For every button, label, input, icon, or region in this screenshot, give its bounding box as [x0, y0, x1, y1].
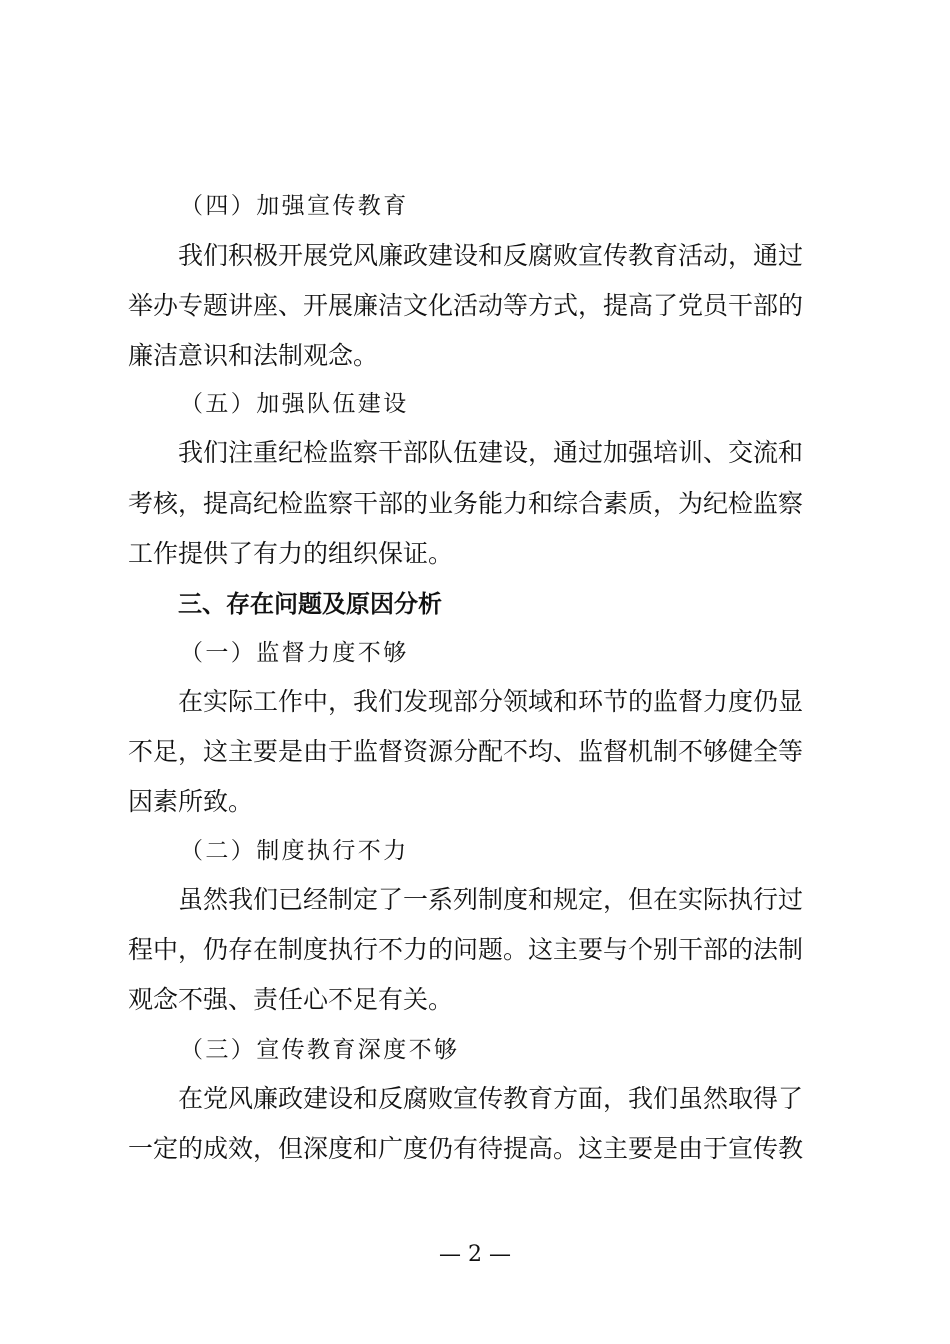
paragraph-line: 举办专题讲座、开展廉洁文化活动等方式，提高了党员干部的: [128, 291, 804, 320]
paragraph-line: 工作提供了有力的组织保证。: [128, 539, 454, 568]
section-heading-problems: 三、存在问题及原因分析: [178, 590, 442, 618]
paragraph-line: 我们注重纪检监察干部队伍建设，通过加强培训、交流和: [178, 438, 804, 467]
subheading-supervision: （一）监督力度不够: [180, 640, 409, 666]
paragraph-line: 虽然我们已经制定了一系列制度和规定，但在实际执行过: [178, 885, 804, 914]
subheading-enforcement: （二）制度执行不力: [180, 838, 409, 864]
subheading-strengthen-publicity: （四）加强宣传教育: [180, 193, 409, 219]
paragraph-line: 一定的成效，但深度和广度仍有待提高。这主要是由于宣传教: [128, 1134, 804, 1163]
paragraph-line: 因素所致。: [128, 787, 254, 816]
paragraph-line: 我们积极开展党风廉政建设和反腐败宣传教育活动，通过: [178, 241, 804, 270]
subheading-strengthen-team: （五）加强队伍建设: [180, 391, 409, 417]
paragraph-line: 程中，仍存在制度执行不力的问题。这主要与个别干部的法制: [128, 935, 804, 964]
paragraph-line: 不足，这主要是由于监督资源分配不均、监督机制不够健全等: [128, 737, 804, 766]
paragraph-line: 在实际工作中，我们发现部分领域和环节的监督力度仍显: [178, 687, 804, 716]
paragraph-line: 观念不强、责任心不足有关。: [128, 985, 454, 1014]
page-number: — 2 —: [439, 1242, 511, 1267]
paragraph-line: 在党风廉政建设和反腐败宣传教育方面，我们虽然取得了: [178, 1084, 804, 1113]
subheading-publicity-depth: （三）宣传教育深度不够: [180, 1037, 460, 1063]
paragraph-line: 考核，提高纪检监察干部的业务能力和综合素质，为纪检监察: [128, 489, 804, 518]
paragraph-line: 廉洁意识和法制观念。: [128, 341, 379, 370]
